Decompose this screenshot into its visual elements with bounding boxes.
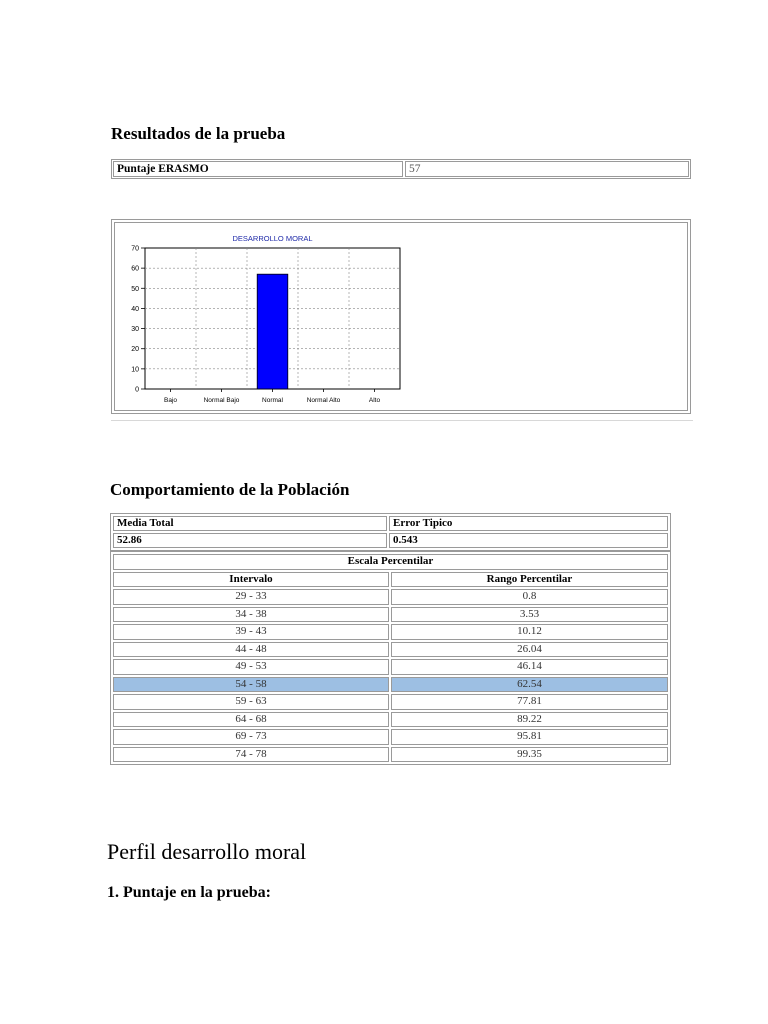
population-title: Comportamiento de la Población (110, 480, 350, 499)
y-tick-label: 40 (131, 305, 139, 313)
x-tick-label: Bajo (163, 397, 178, 404)
media-total-label: Media Total (113, 516, 387, 531)
profile-item-1: 1. Puntaje en la prueba: (107, 884, 271, 901)
rank-cell: 89.22 (391, 712, 668, 728)
table-row (113, 677, 668, 693)
interval-cell: 64 - 68 (113, 712, 389, 728)
rank-cell: 10.12 (391, 624, 668, 640)
table-row (113, 607, 668, 623)
score-value: 57 (405, 161, 689, 177)
percentile-scale-table (110, 551, 671, 765)
rank-cell: 3.53 (391, 607, 668, 623)
y-tick-label: 30 (131, 326, 139, 334)
table-row (113, 694, 668, 710)
table-row (113, 747, 668, 763)
error-tipico-label: Error Tipico (389, 516, 668, 531)
y-tick-label: 20 (131, 346, 139, 354)
interval-cell: 39 - 43 (113, 624, 389, 640)
rank-cell: 26.04 (391, 642, 668, 658)
results-title: Resultados de la prueba (111, 124, 286, 143)
bar-normal (257, 274, 288, 389)
table-row (113, 659, 668, 675)
y-tick-label: 0 (135, 386, 139, 394)
population-summary-table (110, 513, 671, 551)
y-tick-label: 70 (131, 245, 139, 253)
table-row (113, 642, 668, 658)
rank-cell: 99.35 (391, 747, 668, 763)
rank-cell: 77.81 (391, 694, 668, 710)
x-tick-label: Alto (368, 397, 381, 404)
score-label: Puntaje ERASMO (113, 161, 403, 177)
table-row (113, 624, 668, 640)
results-table (111, 159, 691, 179)
interval-cell: 34 - 38 (113, 607, 389, 623)
col-interval-header: Intervalo (113, 572, 389, 588)
error-tipico-value: 0.543 (389, 533, 668, 548)
interval-cell: 69 - 73 (113, 729, 389, 745)
y-tick-label: 10 (131, 366, 139, 374)
divider (111, 420, 693, 421)
x-tick-label: Normal (262, 397, 283, 404)
media-total-value: 52.86 (113, 533, 387, 548)
col-rank-header: Rango Percentilar (391, 572, 668, 588)
rank-cell: 0.8 (391, 589, 668, 605)
chart-title: DESARROLLO MORAL (232, 234, 313, 243)
chart-frame (111, 219, 691, 414)
rank-cell: 46.14 (391, 659, 668, 675)
interval-cell: 74 - 78 (113, 747, 389, 763)
x-tick-label: Normal Bajo (203, 397, 240, 404)
interval-cell: 49 - 53 (113, 659, 389, 675)
table-row (113, 729, 668, 745)
interval-cell: 59 - 63 (113, 694, 389, 710)
y-tick-label: 60 (131, 265, 139, 273)
x-tick-label: Normal Alto (306, 397, 341, 404)
interval-cell: 44 - 48 (113, 642, 389, 658)
y-tick-label: 50 (131, 285, 139, 293)
rank-cell: 62.54 (391, 677, 668, 693)
scale-title: Escala Percentilar (113, 554, 668, 570)
interval-cell: 29 - 33 (113, 589, 389, 605)
interval-cell: 54 - 58 (113, 677, 389, 693)
rank-cell: 95.81 (391, 729, 668, 745)
table-row (113, 589, 668, 605)
table-row (113, 712, 668, 728)
profile-title: Perfil desarrollo moral (107, 839, 307, 864)
moral-development-chart (115, 223, 687, 410)
